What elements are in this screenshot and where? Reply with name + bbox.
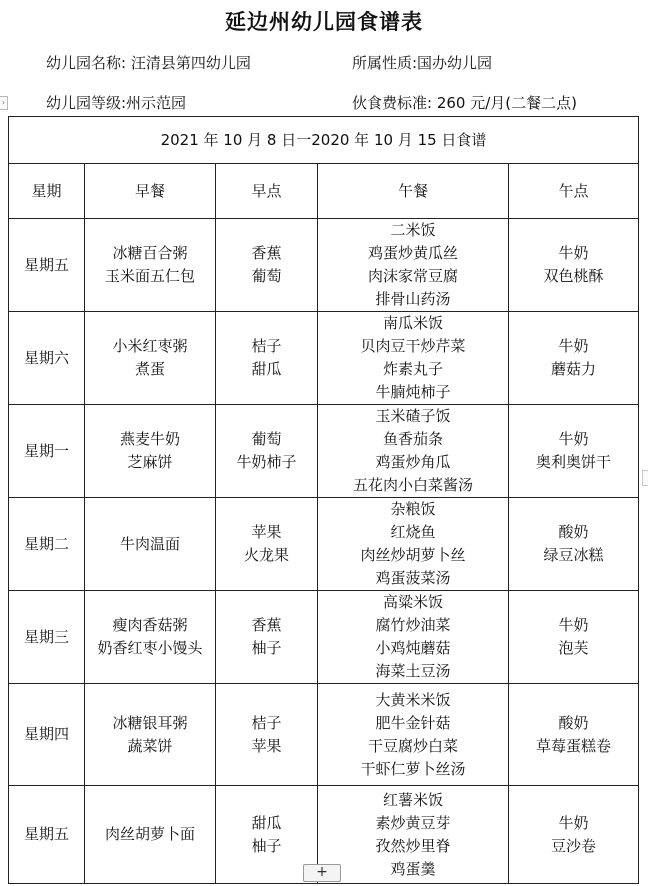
lunch-cell xyxy=(318,591,509,684)
lunch-item: 干虾仁萝卜丝汤 xyxy=(360,759,466,778)
breakfast-item: 冰糖银耳粥 xyxy=(112,713,188,732)
meal-fee-standard: 伙食费标准: 260 元/月(二餐二点) xyxy=(352,94,577,112)
lunch-item: 干豆腐炒白菜 xyxy=(367,736,458,755)
lunch-cell xyxy=(318,684,509,786)
add-row-button[interactable]: + xyxy=(303,864,341,882)
afternoon-snack-item: 牛奶 xyxy=(558,244,589,262)
afternoon-snack-cell xyxy=(509,684,639,786)
morning-snack-item: 火龙果 xyxy=(243,546,289,564)
column-header-afternoon-snack: 午点 xyxy=(509,164,639,219)
morning-snack-item: 甜瓜 xyxy=(251,813,282,832)
lunch-item: 红烧鱼 xyxy=(390,523,436,541)
lunch-item: 孜然炒里脊 xyxy=(375,836,451,855)
kindergarten-level: 幼儿园等级:州示范园 xyxy=(46,94,187,112)
lunch-item: 肥牛金针菇 xyxy=(375,713,451,732)
breakfast-cell xyxy=(85,405,216,498)
column-header-morning-snack: 早点 xyxy=(216,164,318,219)
afternoon-snack-item: 双色桃酥 xyxy=(543,267,604,285)
lunch-cell xyxy=(318,498,509,591)
table-row xyxy=(9,219,639,312)
lunch-item: 海菜土豆汤 xyxy=(375,662,451,680)
lunch-item: 肉丝炒胡萝卜丝 xyxy=(360,546,466,564)
afternoon-snack-cell xyxy=(509,591,639,684)
day-cell: 星期四 xyxy=(9,684,85,786)
afternoon-snack-item: 草莓蛋糕卷 xyxy=(536,736,612,755)
afternoon-snack-item: 绿豆冰糕 xyxy=(543,546,604,564)
morning-snack-item: 桔子 xyxy=(251,337,282,355)
morning-snack-cell xyxy=(216,591,318,684)
lunch-item: 鸡蛋炒角瓜 xyxy=(375,453,451,471)
afternoon-snack-item: 牛奶 xyxy=(558,430,589,448)
breakfast-item: 燕麦牛奶 xyxy=(119,430,180,448)
day-cell: 星期一 xyxy=(9,405,85,498)
afternoon-snack-item: 豆沙卷 xyxy=(551,836,597,855)
menu-table xyxy=(8,116,639,884)
lunch-item: 玉米碴子饭 xyxy=(375,407,451,425)
breakfast-cell xyxy=(85,591,216,684)
table-row xyxy=(9,405,639,498)
morning-snack-item: 香蕉 xyxy=(251,616,282,634)
lunch-item: 高粱米饭 xyxy=(382,593,443,611)
lunch-item: 小鸡炖蘑菇 xyxy=(375,639,451,657)
morning-snack-item: 葡萄 xyxy=(251,430,282,448)
lunch-item: 鸡蛋羹 xyxy=(390,859,436,878)
morning-snack-item: 牛奶柿子 xyxy=(236,453,297,471)
morning-snack-item: 柚子 xyxy=(251,836,282,855)
breakfast-item: 小米红枣粥 xyxy=(112,337,188,355)
column-header-breakfast: 早餐 xyxy=(85,164,216,219)
morning-snack-cell xyxy=(216,312,318,405)
afternoon-snack-cell xyxy=(509,786,639,884)
morning-snack-cell xyxy=(216,219,318,312)
breakfast-item: 牛肉温面 xyxy=(119,534,180,553)
afternoon-snack-item: 牛奶 xyxy=(558,616,589,634)
morning-snack-item: 桔子 xyxy=(251,713,282,732)
lunch-item: 鸡蛋炒黄瓜丝 xyxy=(367,244,458,262)
table-row xyxy=(9,312,639,405)
lunch-cell xyxy=(318,405,509,498)
breakfast-item: 玉米面五仁包 xyxy=(104,267,195,285)
breakfast-cell xyxy=(85,684,216,786)
lunch-item: 肉沫家常豆腐 xyxy=(367,267,458,285)
lunch-item: 腐竹炒油菜 xyxy=(375,616,451,634)
day-cell: 星期二 xyxy=(9,498,85,591)
lunch-item: 五花肉小白菜酱汤 xyxy=(352,476,473,494)
day-cell: 星期六 xyxy=(9,312,85,405)
lunch-item: 二米饭 xyxy=(390,221,436,239)
breakfast-item: 煮蛋 xyxy=(134,360,165,378)
morning-snack-cell xyxy=(216,684,318,786)
date-range-cell: 2021 年 10 月 8 日一2020 年 10 月 15 日食谱 xyxy=(9,117,639,164)
breakfast-cell xyxy=(85,498,216,591)
afternoon-snack-cell xyxy=(509,498,639,591)
lunch-item: 牛腩炖柿子 xyxy=(375,383,451,401)
afternoon-snack-cell xyxy=(509,219,639,312)
breakfast-item: 芝麻饼 xyxy=(127,453,173,471)
lunch-cell xyxy=(318,786,509,884)
ownership-nature: 所属性质:国办幼儿园 xyxy=(352,54,493,72)
afternoon-snack-item: 酸奶 xyxy=(558,523,589,541)
lunch-item: 素炒黄豆芽 xyxy=(375,813,451,832)
morning-snack-item: 葡萄 xyxy=(251,267,282,285)
page-edge-marker xyxy=(642,470,648,486)
afternoon-snack-item: 牛奶 xyxy=(558,813,589,832)
morning-snack-item: 苹果 xyxy=(251,736,282,755)
morning-snack-item: 柚子 xyxy=(251,639,282,657)
lunch-cell xyxy=(318,312,509,405)
afternoon-snack-item: 泡芙 xyxy=(558,639,589,657)
breakfast-item: 肉丝胡萝卜面 xyxy=(104,825,195,843)
afternoon-snack-cell xyxy=(509,405,639,498)
lunch-item: 炸素丸子 xyxy=(382,360,443,378)
column-header-day: 星期 xyxy=(9,164,85,219)
table-row xyxy=(9,684,639,786)
morning-snack-item: 苹果 xyxy=(251,523,282,541)
morning-snack-cell xyxy=(216,498,318,591)
lunch-item: 大黄米米饭 xyxy=(375,690,451,709)
morning-snack-item: 甜瓜 xyxy=(251,360,282,378)
lunch-item: 鱼香茄条 xyxy=(382,430,443,448)
lunch-item: 杂粮饭 xyxy=(390,500,436,518)
day-cell: 星期五 xyxy=(9,786,85,884)
paragraph-marker-icon[interactable]: › xyxy=(0,96,8,110)
breakfast-cell xyxy=(85,786,216,884)
afternoon-snack-item: 蘑菇力 xyxy=(551,360,597,378)
page-title: 延边州幼儿园食谱表 xyxy=(225,9,423,34)
afternoon-snack-item: 奥利奥饼干 xyxy=(536,453,612,471)
morning-snack-cell xyxy=(216,405,318,498)
breakfast-item: 冰糖百合粥 xyxy=(112,244,188,262)
day-cell: 星期三 xyxy=(9,591,85,684)
breakfast-cell xyxy=(85,312,216,405)
morning-snack-item: 香蕉 xyxy=(251,244,282,262)
afternoon-snack-item: 酸奶 xyxy=(558,713,589,732)
header-row xyxy=(9,164,639,219)
table-row xyxy=(9,498,639,591)
afternoon-snack-item: 牛奶 xyxy=(558,337,589,355)
lunch-item: 排骨山药汤 xyxy=(375,290,451,308)
lunch-cell xyxy=(318,219,509,312)
lunch-item: 南瓜米饭 xyxy=(382,314,443,332)
breakfast-item: 瘦肉香菇粥 xyxy=(112,616,188,634)
afternoon-snack-cell xyxy=(509,312,639,405)
lunch-item: 鸡蛋菠菜汤 xyxy=(375,569,451,587)
breakfast-item: 奶香红枣小馒头 xyxy=(97,639,203,657)
lunch-item: 红薯米饭 xyxy=(382,790,443,809)
kindergarten-name: 幼儿园名称: 汪清县第四幼儿园 xyxy=(46,54,251,72)
lunch-item: 贝肉豆干炒芹菜 xyxy=(360,337,466,355)
breakfast-cell xyxy=(85,219,216,312)
column-header-lunch: 午餐 xyxy=(318,164,509,219)
breakfast-item: 蔬菜饼 xyxy=(127,736,173,755)
table-row xyxy=(9,591,639,684)
day-cell: 星期五 xyxy=(9,219,85,312)
